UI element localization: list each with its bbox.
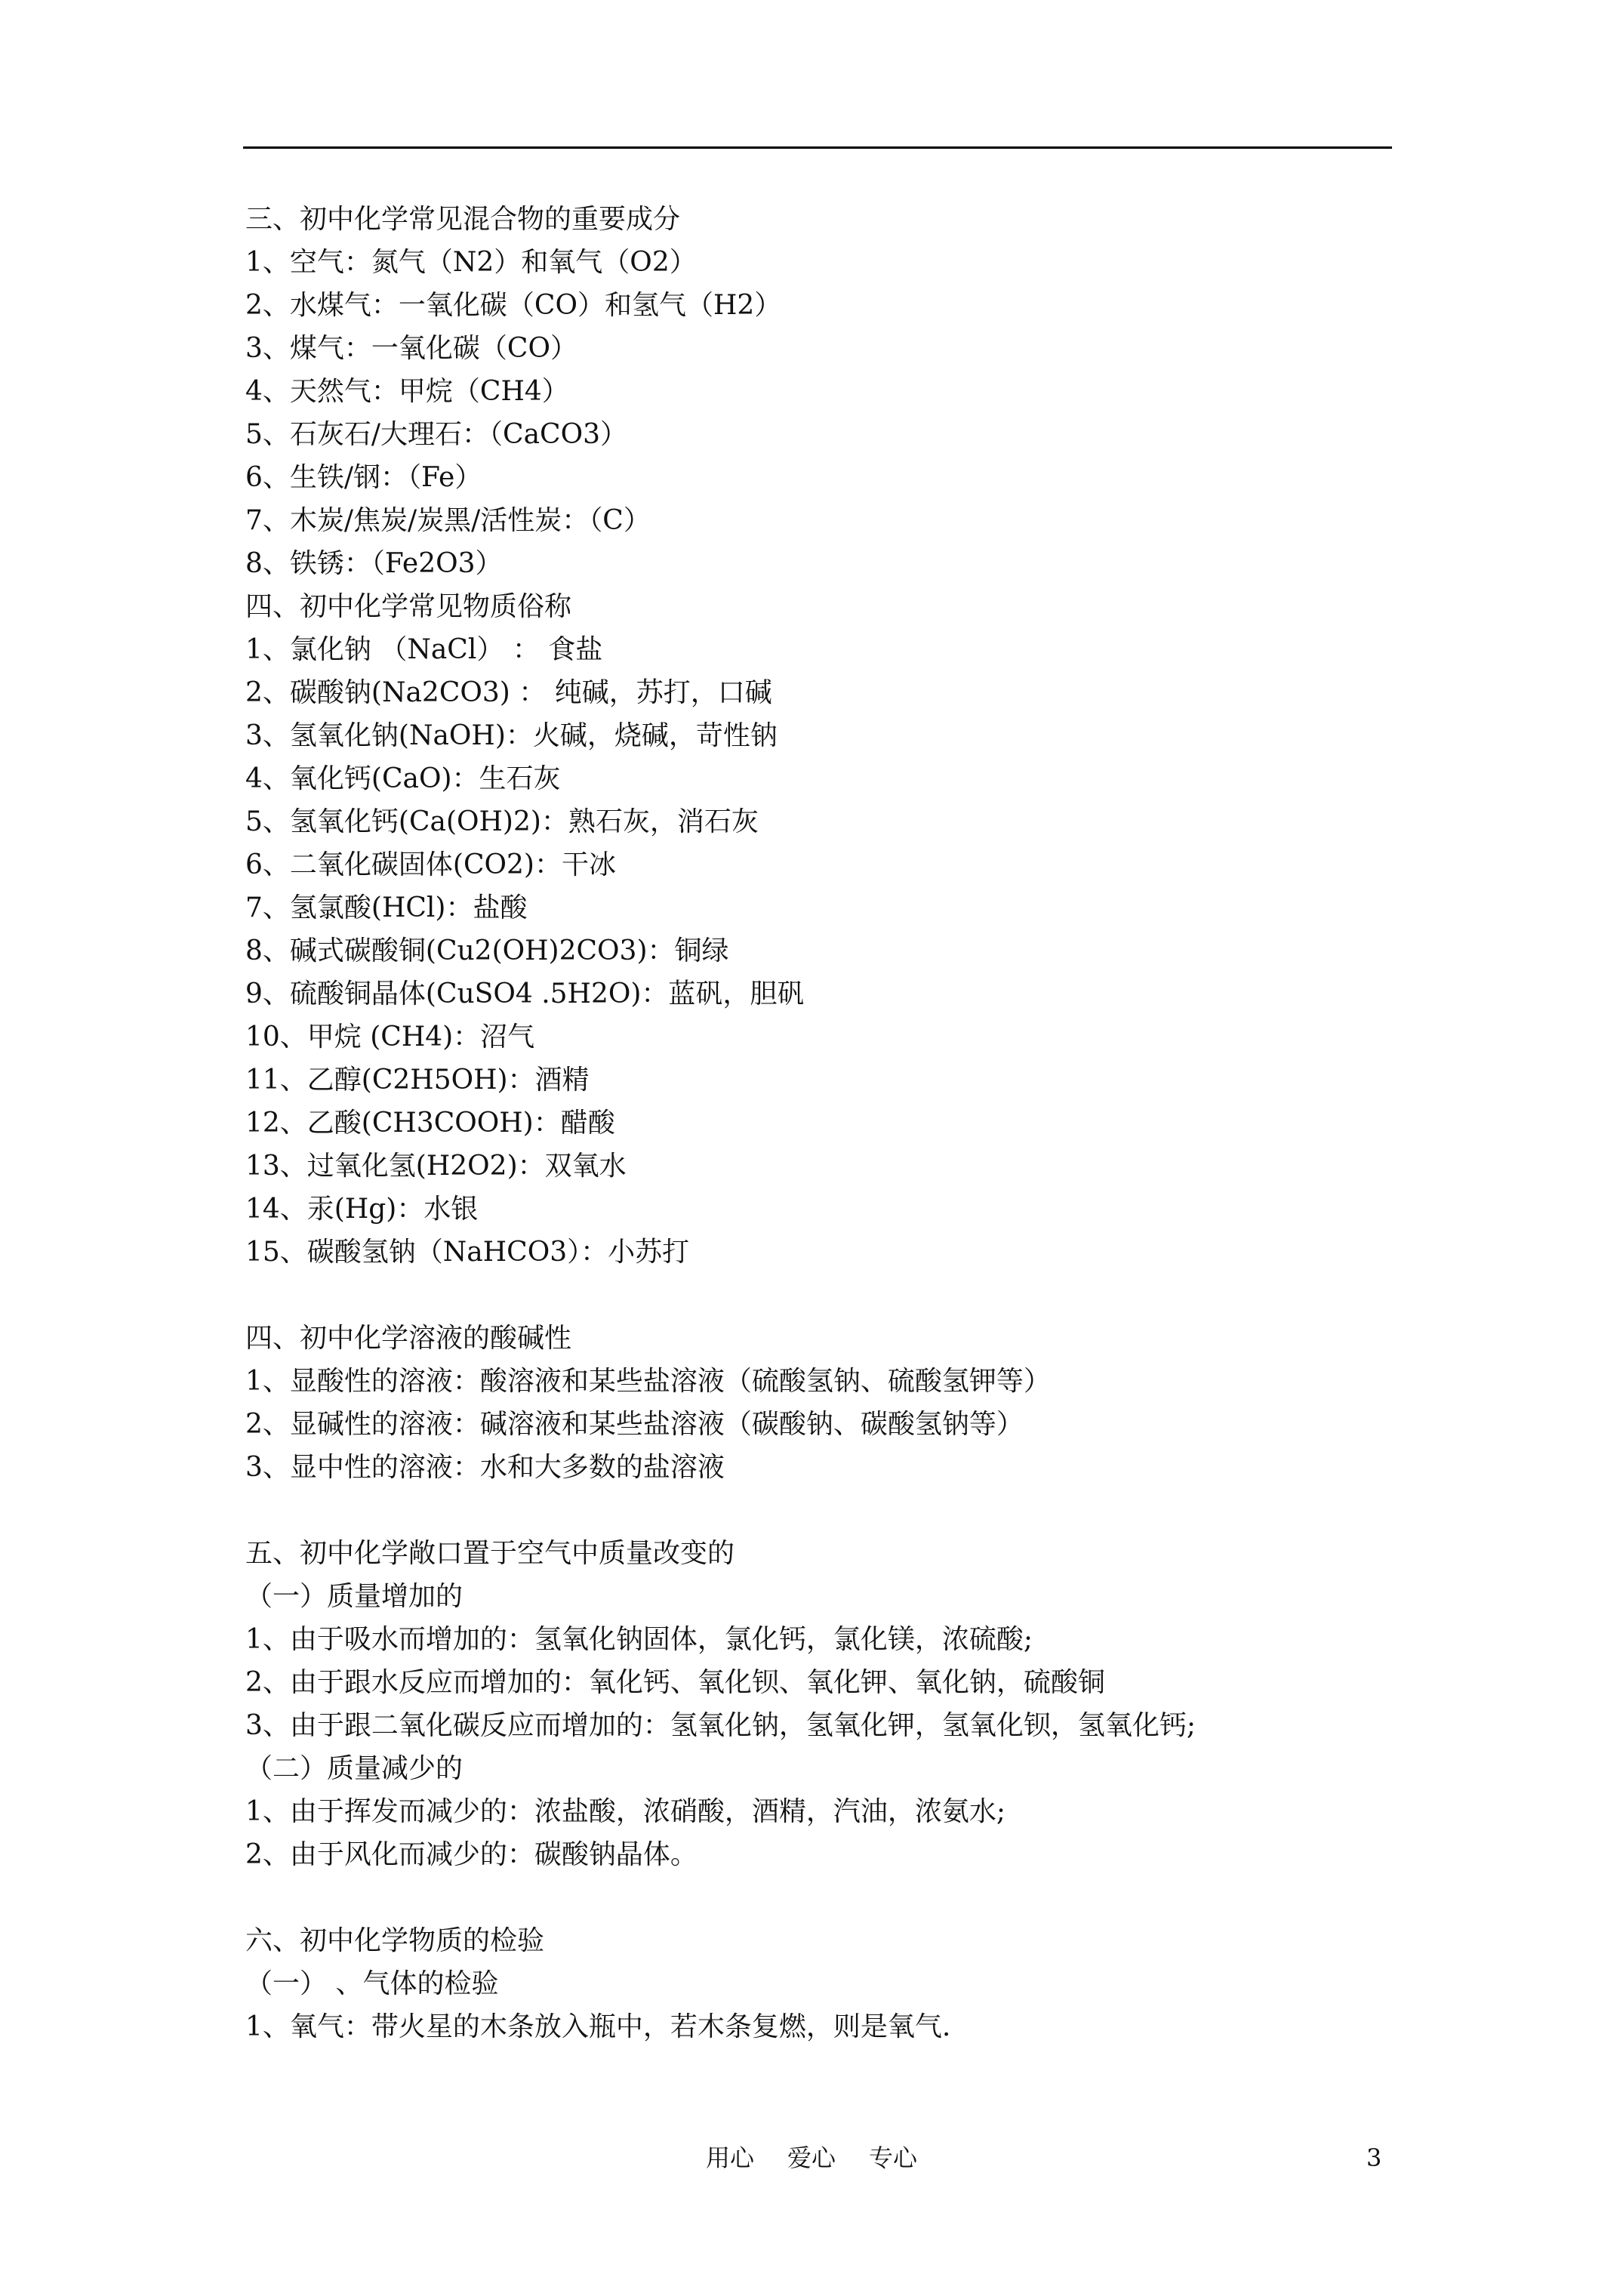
list-item: 6、生铁/钢：（Fe） (245, 462, 482, 493)
list-item: 11、乙醇(C2H5OH)：酒精 (245, 1065, 590, 1096)
list-item: 8、铁锈：（Fe2O3） (245, 548, 503, 579)
subsection-heading: （一）质量增加的 (245, 1581, 463, 1612)
list-item: 1、空气：氮气（N2）和氧气（O2） (245, 247, 697, 278)
list-item: 13、过氧化氢(H2O2)：双氧水 (245, 1151, 627, 1182)
list-item: 1、显酸性的溶液：酸溶液和某些盐溶液（硫酸氢钠、硫酸氢钾等） (245, 1366, 1051, 1397)
list-item: 3、煤气：一氧化碳（CO） (245, 333, 577, 364)
list-item: 2、由于风化而减少的：碳酸钠晶体。 (245, 1839, 698, 1870)
list-item: 3、由于跟二氧化碳反应而增加的：氢氧化钠，氢氧化钾，氢氧化钡，氢氧化钙; (245, 1710, 1196, 1741)
document-body (245, 198, 1423, 2048)
blank-line (245, 1876, 1423, 1919)
page-number: 3 (1366, 2143, 1382, 2172)
subsection-heading: （一） 、气体的检验 (245, 1968, 499, 1999)
header-rule (243, 146, 1392, 149)
list-item: 14、汞(Hg)：水银 (245, 1194, 479, 1225)
list-item: 4、天然气：甲烷（CH4） (245, 376, 569, 407)
section-heading: 三、初中化学常见混合物的重要成分 (245, 204, 681, 235)
blank-line (245, 1274, 1423, 1317)
list-item: 7、木炭/焦炭/炭黑/活性炭：（C） (245, 505, 651, 536)
subsection-heading: （二）质量减少的 (245, 1753, 463, 1784)
section-heading: 五、初中化学敞口置于空气中质量改变的 (245, 1538, 735, 1569)
list-item: 6、二氧化碳固体(CO2)：干冰 (245, 849, 616, 880)
list-item: 15、碳酸氢钠（NaHCO3）：小苏打 (245, 1237, 690, 1268)
footer-motto-word: 爱心 (787, 2143, 836, 2172)
list-item: 5、氢氧化钙(Ca(OH)2)：熟石灰，消石灰 (245, 806, 759, 837)
list-item: 8、碱式碳酸铜(Cu2(OH)2CO3)：铜绿 (245, 935, 729, 966)
list-item: 2、水煤气：一氧化碳（CO）和氢气（H2） (245, 290, 782, 321)
list-item: 1、由于吸水而增加的：氢氧化钠固体，氯化钙，氯化镁，浓硫酸; (245, 1624, 1033, 1655)
list-item: 3、氢氧化钠(NaOH)：火碱，烧碱，苛性钠 (245, 720, 778, 751)
list-item: 2、由于跟水反应而增加的：氧化钙、氧化钡、氧化钾、氧化钠，硫酸铜 (245, 1667, 1105, 1698)
footer-motto-word: 专心 (869, 2143, 918, 2172)
list-item: 12、乙酸(CH3COOH)：醋酸 (245, 1108, 615, 1139)
list-item: 3、显中性的溶液：水和大多数的盐溶液 (245, 1452, 725, 1483)
list-item: 10、甲烷 (CH4)：沼气 (245, 1022, 535, 1052)
section-heading: 四、初中化学溶液的酸碱性 (245, 1323, 572, 1354)
list-item: 5、石灰石/大理石：（CaCO3） (245, 419, 628, 450)
section-heading: 四、初中化学常见物质俗称 (245, 591, 572, 622)
footer-motto-word: 用心 (705, 2143, 754, 2172)
list-item: 1、氯化钠 （NaCl） ： 食盐 (245, 634, 603, 665)
list-item: 4、氧化钙(CaO)：生石灰 (245, 763, 561, 794)
blank-line (245, 1489, 1423, 1532)
list-item: 2、显碱性的溶液：碱溶液和某些盐溶液（碳酸钠、碳酸氢钠等） (245, 1409, 1024, 1440)
list-item: 9、硫酸铜晶体(CuSO4 .5H2O)：蓝矾，胆矾 (245, 978, 805, 1009)
list-item: 1、由于挥发而减少的：浓盐酸，浓硝酸，酒精，汽油，浓氨水; (245, 1796, 1006, 1827)
list-item: 7、氢氯酸(HCl)：盐酸 (245, 892, 528, 923)
list-item: 2、碳酸钠(Na2CO3) ： 纯碱，苏打，口碱 (245, 677, 772, 708)
section-heading: 六、初中化学物质的检验 (245, 1925, 545, 1956)
list-item: 1、氧气：带火星的木条放入瓶中，若木条复燃，则是氧气. (245, 2011, 951, 2042)
